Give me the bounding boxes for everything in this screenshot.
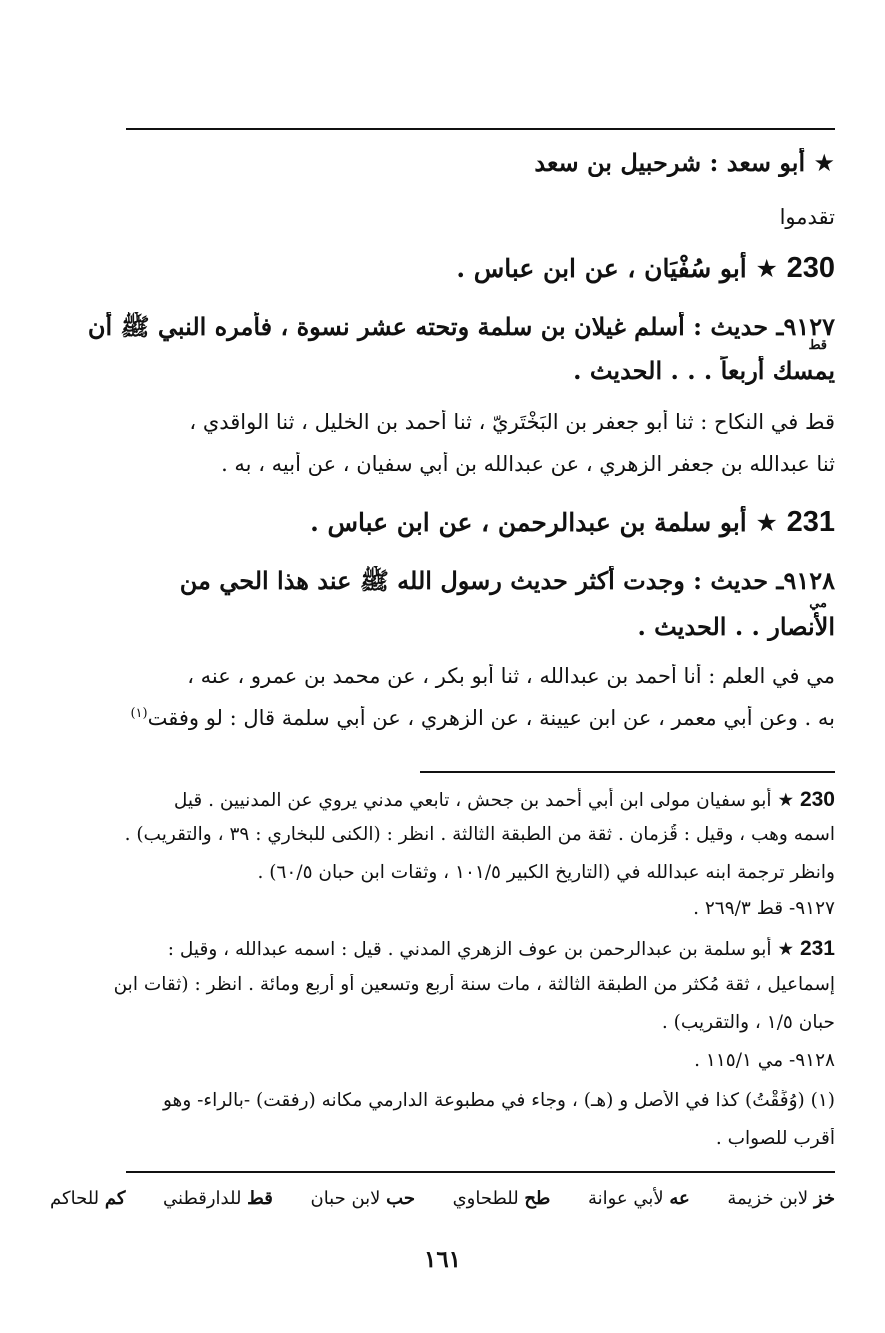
footer-rule xyxy=(126,1171,835,1173)
hadith-source-mark: مي xyxy=(809,596,827,611)
footnote-number: 231 xyxy=(799,937,835,960)
abbr-item: حب لابن حبان xyxy=(310,1188,415,1209)
footnote-230-line2: اسمه وهب ، وقيل : قُزمان . ثقة من الطبقة الثالثة . انظر : (الكنى للبخاري : ٣٩ ، والتقريب) . xyxy=(124,824,835,845)
footnote-ref-9127: ٩١٢٧- قط ٢٦٩/٣ . xyxy=(693,898,835,919)
star-icon: ★ xyxy=(755,508,778,537)
abbr-item: قط للدارقطني xyxy=(163,1188,273,1209)
footnote-ref: (١) xyxy=(130,706,148,721)
footnote-number: 230 xyxy=(799,788,835,811)
hadith-9127-line2: يمسك أربعاً . . . الحديث . xyxy=(573,356,835,385)
star-icon: ★ xyxy=(777,939,795,960)
abbr-item: عه لأبي عوانة xyxy=(587,1188,690,1209)
hadith-source-mark: قط xyxy=(808,338,827,353)
section-note: تقدموا xyxy=(779,205,835,229)
page-number: ١٦١ xyxy=(423,1246,462,1273)
header-rule xyxy=(126,128,835,130)
footnote-230-line3: وانظر ترجمة ابنه عبدالله في (التاريخ الكبير ١٠١/٥ ، وثقات ابن حبان ٦٠/٥) . xyxy=(257,862,835,883)
source-9128-line1: مي في العلم : أنا أحمد بن عبدالله ، ثنا أبو بكر ، عن محمد بن عمرو ، عنه ، xyxy=(187,664,835,688)
entry-text: أبو سُفْيَان ، عن ابن عباس . xyxy=(456,254,747,283)
source-9128-line2: به . وعن أبي معمر ، عن ابن عيينة ، عن الزهري ، عن أبي سلمة قال : لو وفقت$^{(١)}$ xyxy=(130,706,835,730)
footnote-230-line1: 230 ★ أبو سفيان مولى ابن أبي أحمد بن جحش ، تابعي مدني يروي عن المدنيين . قيل xyxy=(173,788,835,811)
hadith-9128-line2: الأنصار . . الحديث . xyxy=(637,612,835,641)
entry-230-heading xyxy=(50,252,835,285)
abbr-item: كم للحاكم xyxy=(50,1188,126,1209)
entry-number: 231 xyxy=(786,506,835,538)
footnote-1-line2: أقرب للصواب . xyxy=(715,1128,835,1149)
footnote-1-line1: (١) (وُفِّقْتُ) كذا في الأصل و (هـ) ، وجاء في مطبوعة الدارمي مكانه (رفقت) -بالراء- وهو xyxy=(163,1090,835,1111)
abbr-item: خز لابن خزيمة xyxy=(727,1188,835,1209)
star-icon: ★ xyxy=(777,790,795,811)
section-heading-abu-saad: ★ أبو سعد : شرحبيل بن سعد xyxy=(534,148,835,177)
hadith-9128-line1: ٩١٢٨ـ حديث : وجدت أكثر حديث رسول الله ﷺ عند هذا الحي من xyxy=(179,566,835,595)
abbreviation-key xyxy=(50,1188,835,1209)
entry-number: 230 xyxy=(786,252,835,284)
entry-231-heading xyxy=(50,506,835,539)
source-9127-line1: قط في النكاح : ثنا أبو جعفر بن البَخْتَرِيّ ، ثنا أحمد بن الخليل ، ثنا الواقدي ، xyxy=(189,410,835,434)
footnote-separator xyxy=(420,771,835,773)
star-icon: ★ xyxy=(755,254,778,283)
entry-text: أبو سلمة بن عبدالرحمن ، عن ابن عباس . xyxy=(310,508,747,537)
abbr-item: طح للطحاوي xyxy=(452,1188,551,1209)
star-icon: ★ xyxy=(813,149,835,177)
footnote-231-line3: حبان ١/٥ ، والتقريب) . xyxy=(661,1012,835,1033)
source-9127-line2: ثنا عبدالله بن جعفر الزهري ، عن عبدالله بن أبي سفيان ، عن أبيه ، به . xyxy=(221,452,835,476)
hadith-9127-line1: ٩١٢٧ـ حديث : أسلم غيلان بن سلمة وتحته عشر نسوة ، فأمره النبي ﷺ أن xyxy=(87,312,835,341)
hadith-number: ٩١٢٨ xyxy=(783,566,835,595)
footnote-231-line1: 231 ★ أبو سلمة بن عبدالرحمن بن عوف الزهري المدني . قيل : اسمه عبدالله ، وقيل : xyxy=(167,937,835,960)
hadith-number: ٩١٢٧ xyxy=(783,312,835,341)
footnote-ref-9128: ٩١٢٨- مي ١١٥/١ . xyxy=(694,1050,835,1071)
footnote-231-line2: إسماعيل ، ثقة مُكثر من الطبقة الثالثة ، مات سنة أربع وتسعين أو أربع ومائة . انظر : (ثقات ابن xyxy=(113,974,835,995)
